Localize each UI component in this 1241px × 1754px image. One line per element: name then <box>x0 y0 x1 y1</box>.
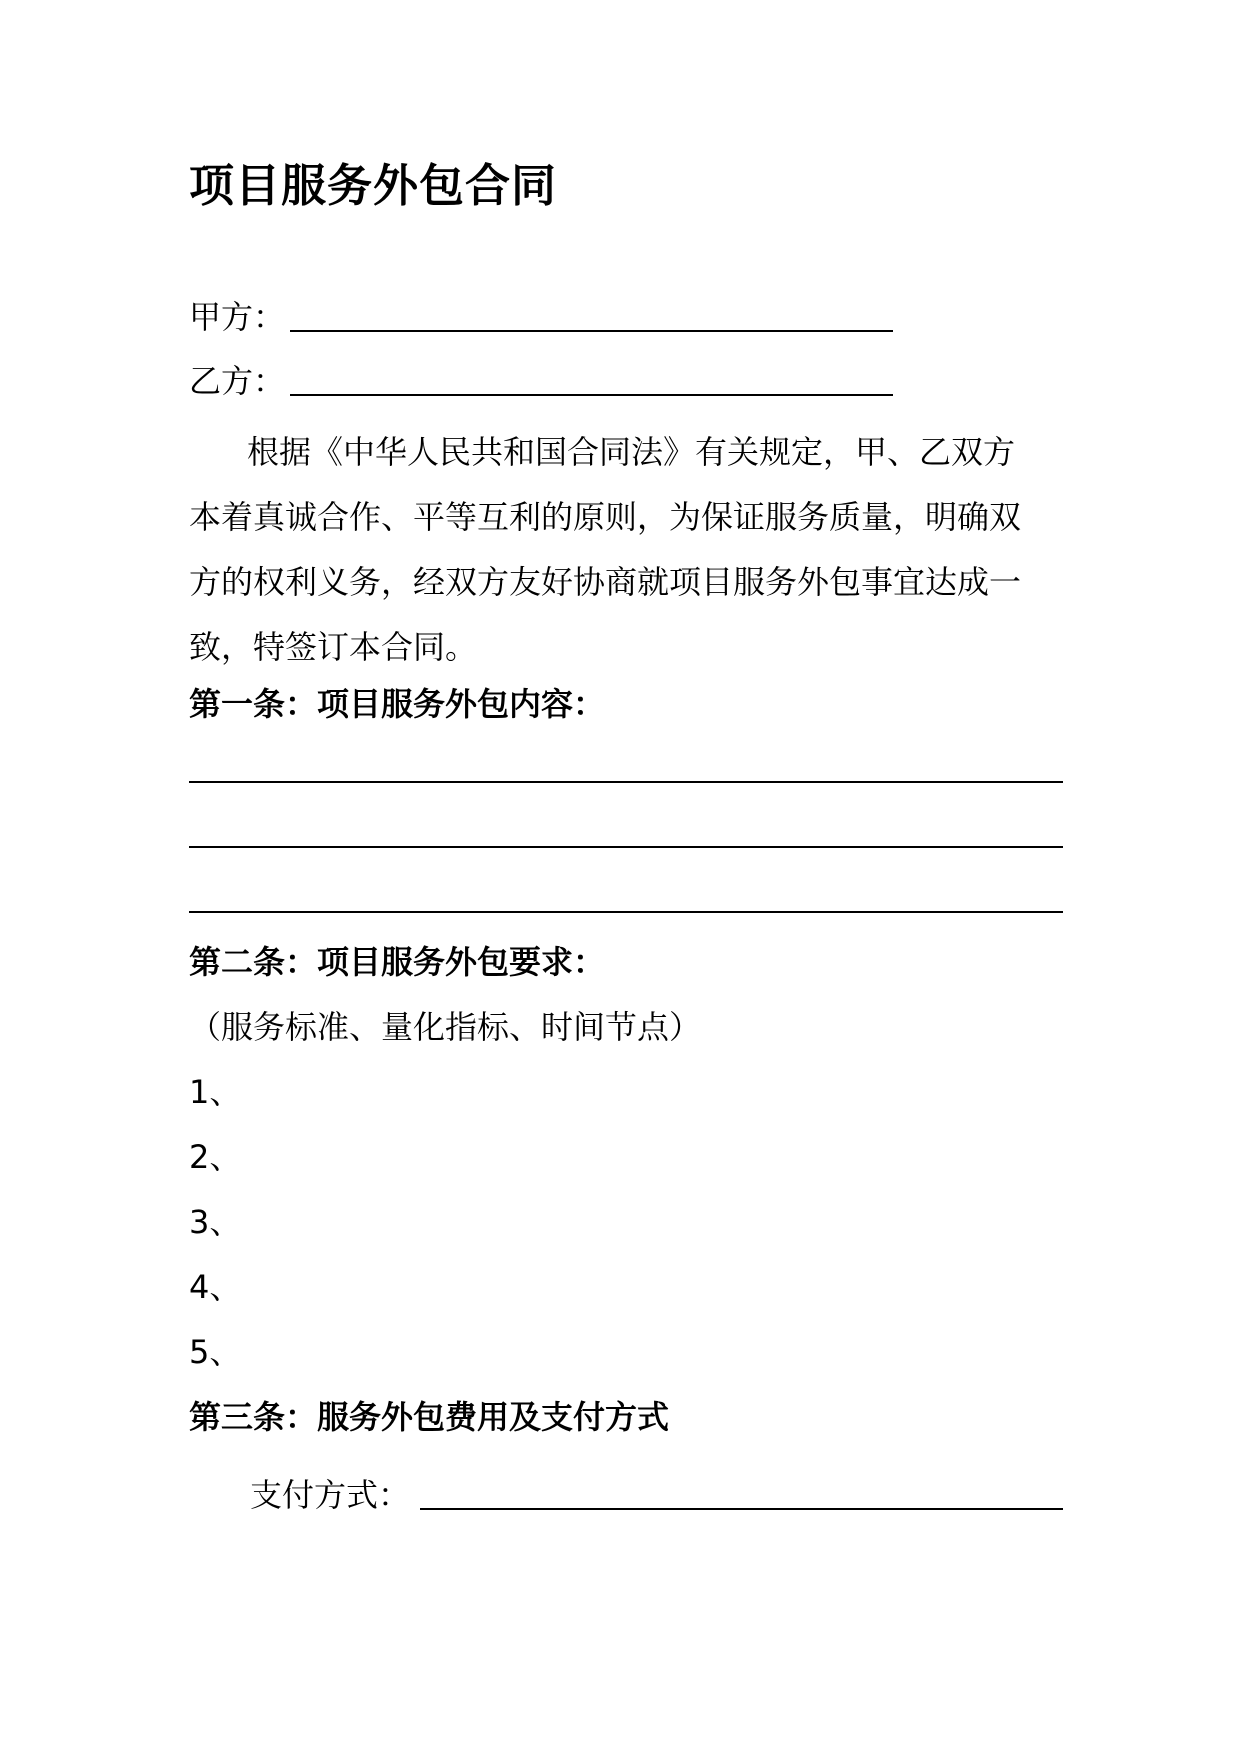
payment-method-label: 支付方式： <box>250 1476 411 1514</box>
payment-method-row <box>250 1470 1063 1520</box>
article-1-heading: 第一条：项目服务外包内容： <box>189 685 606 723</box>
intro-line: 方的权利义务，经双方友好协商就项目服务外包事宜达成一 <box>189 563 1022 601</box>
payment-method-blank-line <box>420 1470 1063 1510</box>
intro-line: 根据《中华人民共和国合同法》有关规定，甲、乙双方 <box>247 433 1016 471</box>
requirement-item: 4、 <box>189 1268 242 1306</box>
intro-paragraph <box>189 420 1063 680</box>
party-b-label: 乙方： <box>189 362 286 400</box>
party-a-label: 甲方： <box>189 298 286 336</box>
requirement-item: 5、 <box>189 1333 242 1371</box>
party-b-blank-line <box>290 356 893 396</box>
article-1-blank-line <box>189 911 1063 913</box>
party-b-row <box>189 356 909 406</box>
party-a-row <box>189 292 909 342</box>
document-title: 项目服务外包合同 <box>189 159 558 212</box>
article-2-heading: 第二条：项目服务外包要求： <box>189 943 606 981</box>
requirement-item: 2、 <box>189 1138 242 1176</box>
article-2-note: （服务标准、量化指标、时间节点） <box>189 1008 702 1046</box>
article-3-heading: 第三条：服务外包费用及支付方式 <box>189 1398 670 1436</box>
requirement-item: 3、 <box>189 1203 242 1241</box>
article-1-blank-line <box>189 781 1063 783</box>
party-a-blank-line <box>290 292 893 332</box>
intro-line: 本着真诚合作、平等互利的原则，为保证服务质量，明确双 <box>189 498 1022 536</box>
requirement-item: 1、 <box>189 1073 242 1111</box>
intro-line: 致，特签订本合同。 <box>189 628 478 666</box>
article-1-blank-line <box>189 846 1063 848</box>
